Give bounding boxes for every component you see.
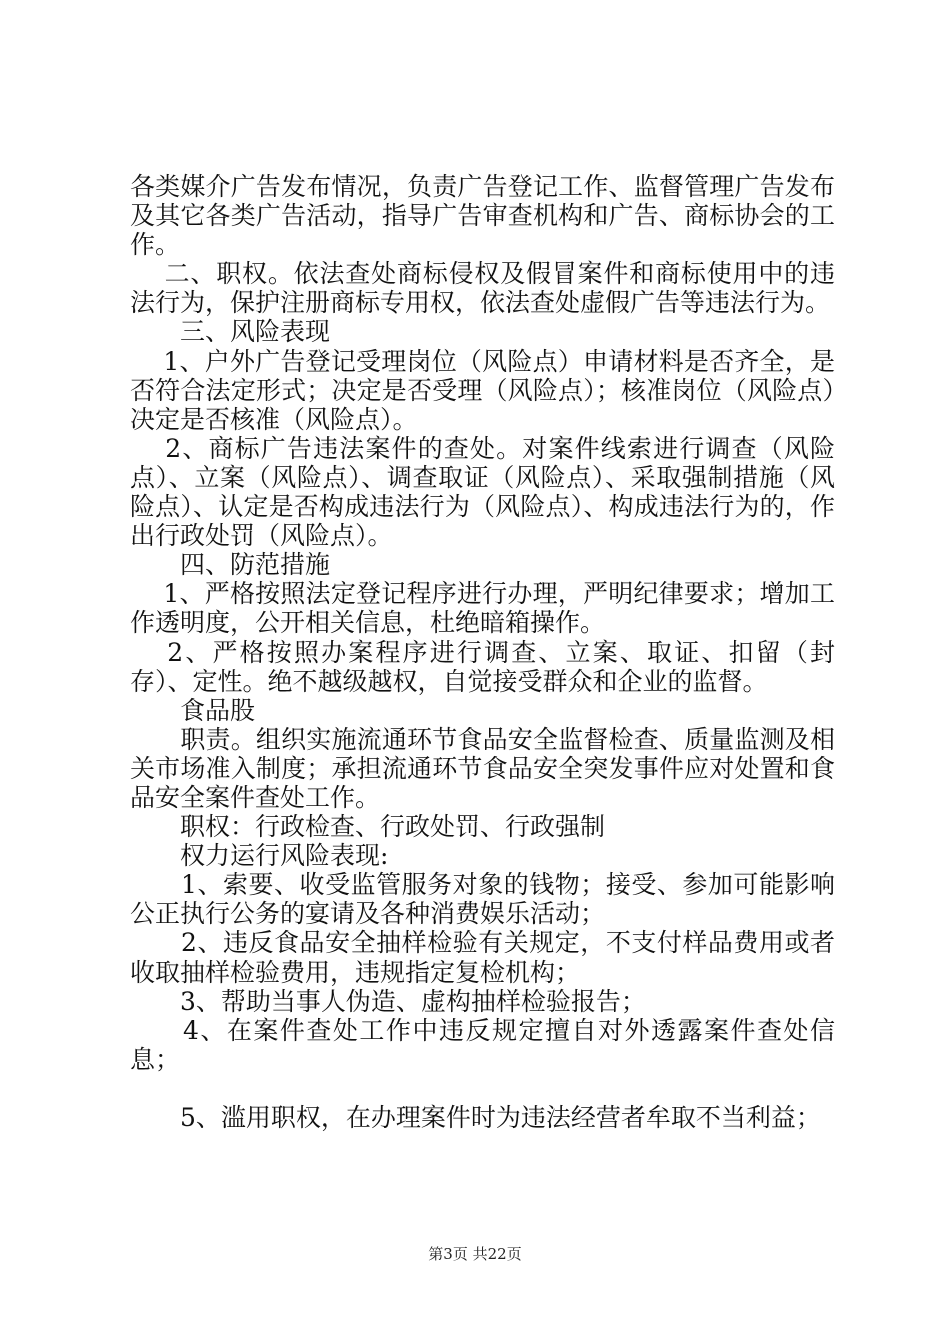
document-body xyxy=(130,172,835,1132)
list-item: 3、帮助当事人伪造、虚构抽样检验报告； xyxy=(130,986,646,1016)
section-heading: 食品股 xyxy=(130,695,256,725)
paragraph: 二、职权。依法查处商标侵权及假冒案件和商标使用中的违法行为，保护注册商标专用权，依法查处虚假广告等违法行为。 xyxy=(130,259,835,318)
list-item: 4、在案件查处工作中违反规定擅自对外透露案件查处信息； xyxy=(130,1015,835,1074)
paragraph: 职责。组织实施流通环节食品安全监督检查、质量监测及相关市场准入制度；承担流通环节食品安全突发事件应对处置和食品安全案件查处工作。 xyxy=(130,724,835,812)
paragraph: 各类媒介广告发布情况，负责广告登记工作、监督管理广告发布及其它各类广告活动，指导广告审查机构和广告、商标协会的工作。 xyxy=(130,172,835,260)
paragraph: 职权：行政检查、行政处罚、行政强制 xyxy=(130,812,606,842)
list-item: 5、滥用职权，在办理案件时为违法经营者牟取不当利益； xyxy=(130,1102,821,1132)
paragraph: 权力运行风险表现: xyxy=(130,841,389,871)
paragraph: 2、商标广告违法案件的查处。对案件线索进行调查（风险点）、立案（风险点）、调查取证（风险点）、采取强制措施（风险点）、认定是否构成违法行为（风险点）、构成违法行为的，作出行政处罚（风险点）。 xyxy=(130,433,835,551)
paragraph: 2、严格按照办案程序进行调查、立案、取证、扣留（封存）、定性。绝不越级越权，自觉接受群众和企业的监督。 xyxy=(130,637,835,696)
paragraph: 1、严格按照法定登记程序进行办理，严明纪律要求；增加工作透明度，公开相关信息，杜绝暗箱操作。 xyxy=(130,579,835,638)
list-item: 1、索要、收受监管服务对象的钱物；接受、参加可能影响公正执行公务的宴请及各种消费娱乐活动； xyxy=(130,870,835,929)
page-footer: 第3页 共22页 xyxy=(428,1245,522,1263)
section-heading: 四、防范措施 xyxy=(130,550,331,580)
paragraph: 1、户外广告登记受理岗位（风险点）申请材料是否齐全，是否符合法定形式；决定是否受理（风险点）；核准岗位（风险点）决定是否核准（风险点）。 xyxy=(130,346,835,434)
list-item: 2、违反食品安全抽样检验有关规定，不支付样品费用或者收取抽样检验费用，违规指定复检机构； xyxy=(130,928,835,987)
section-heading: 三、风险表现 xyxy=(130,317,331,347)
